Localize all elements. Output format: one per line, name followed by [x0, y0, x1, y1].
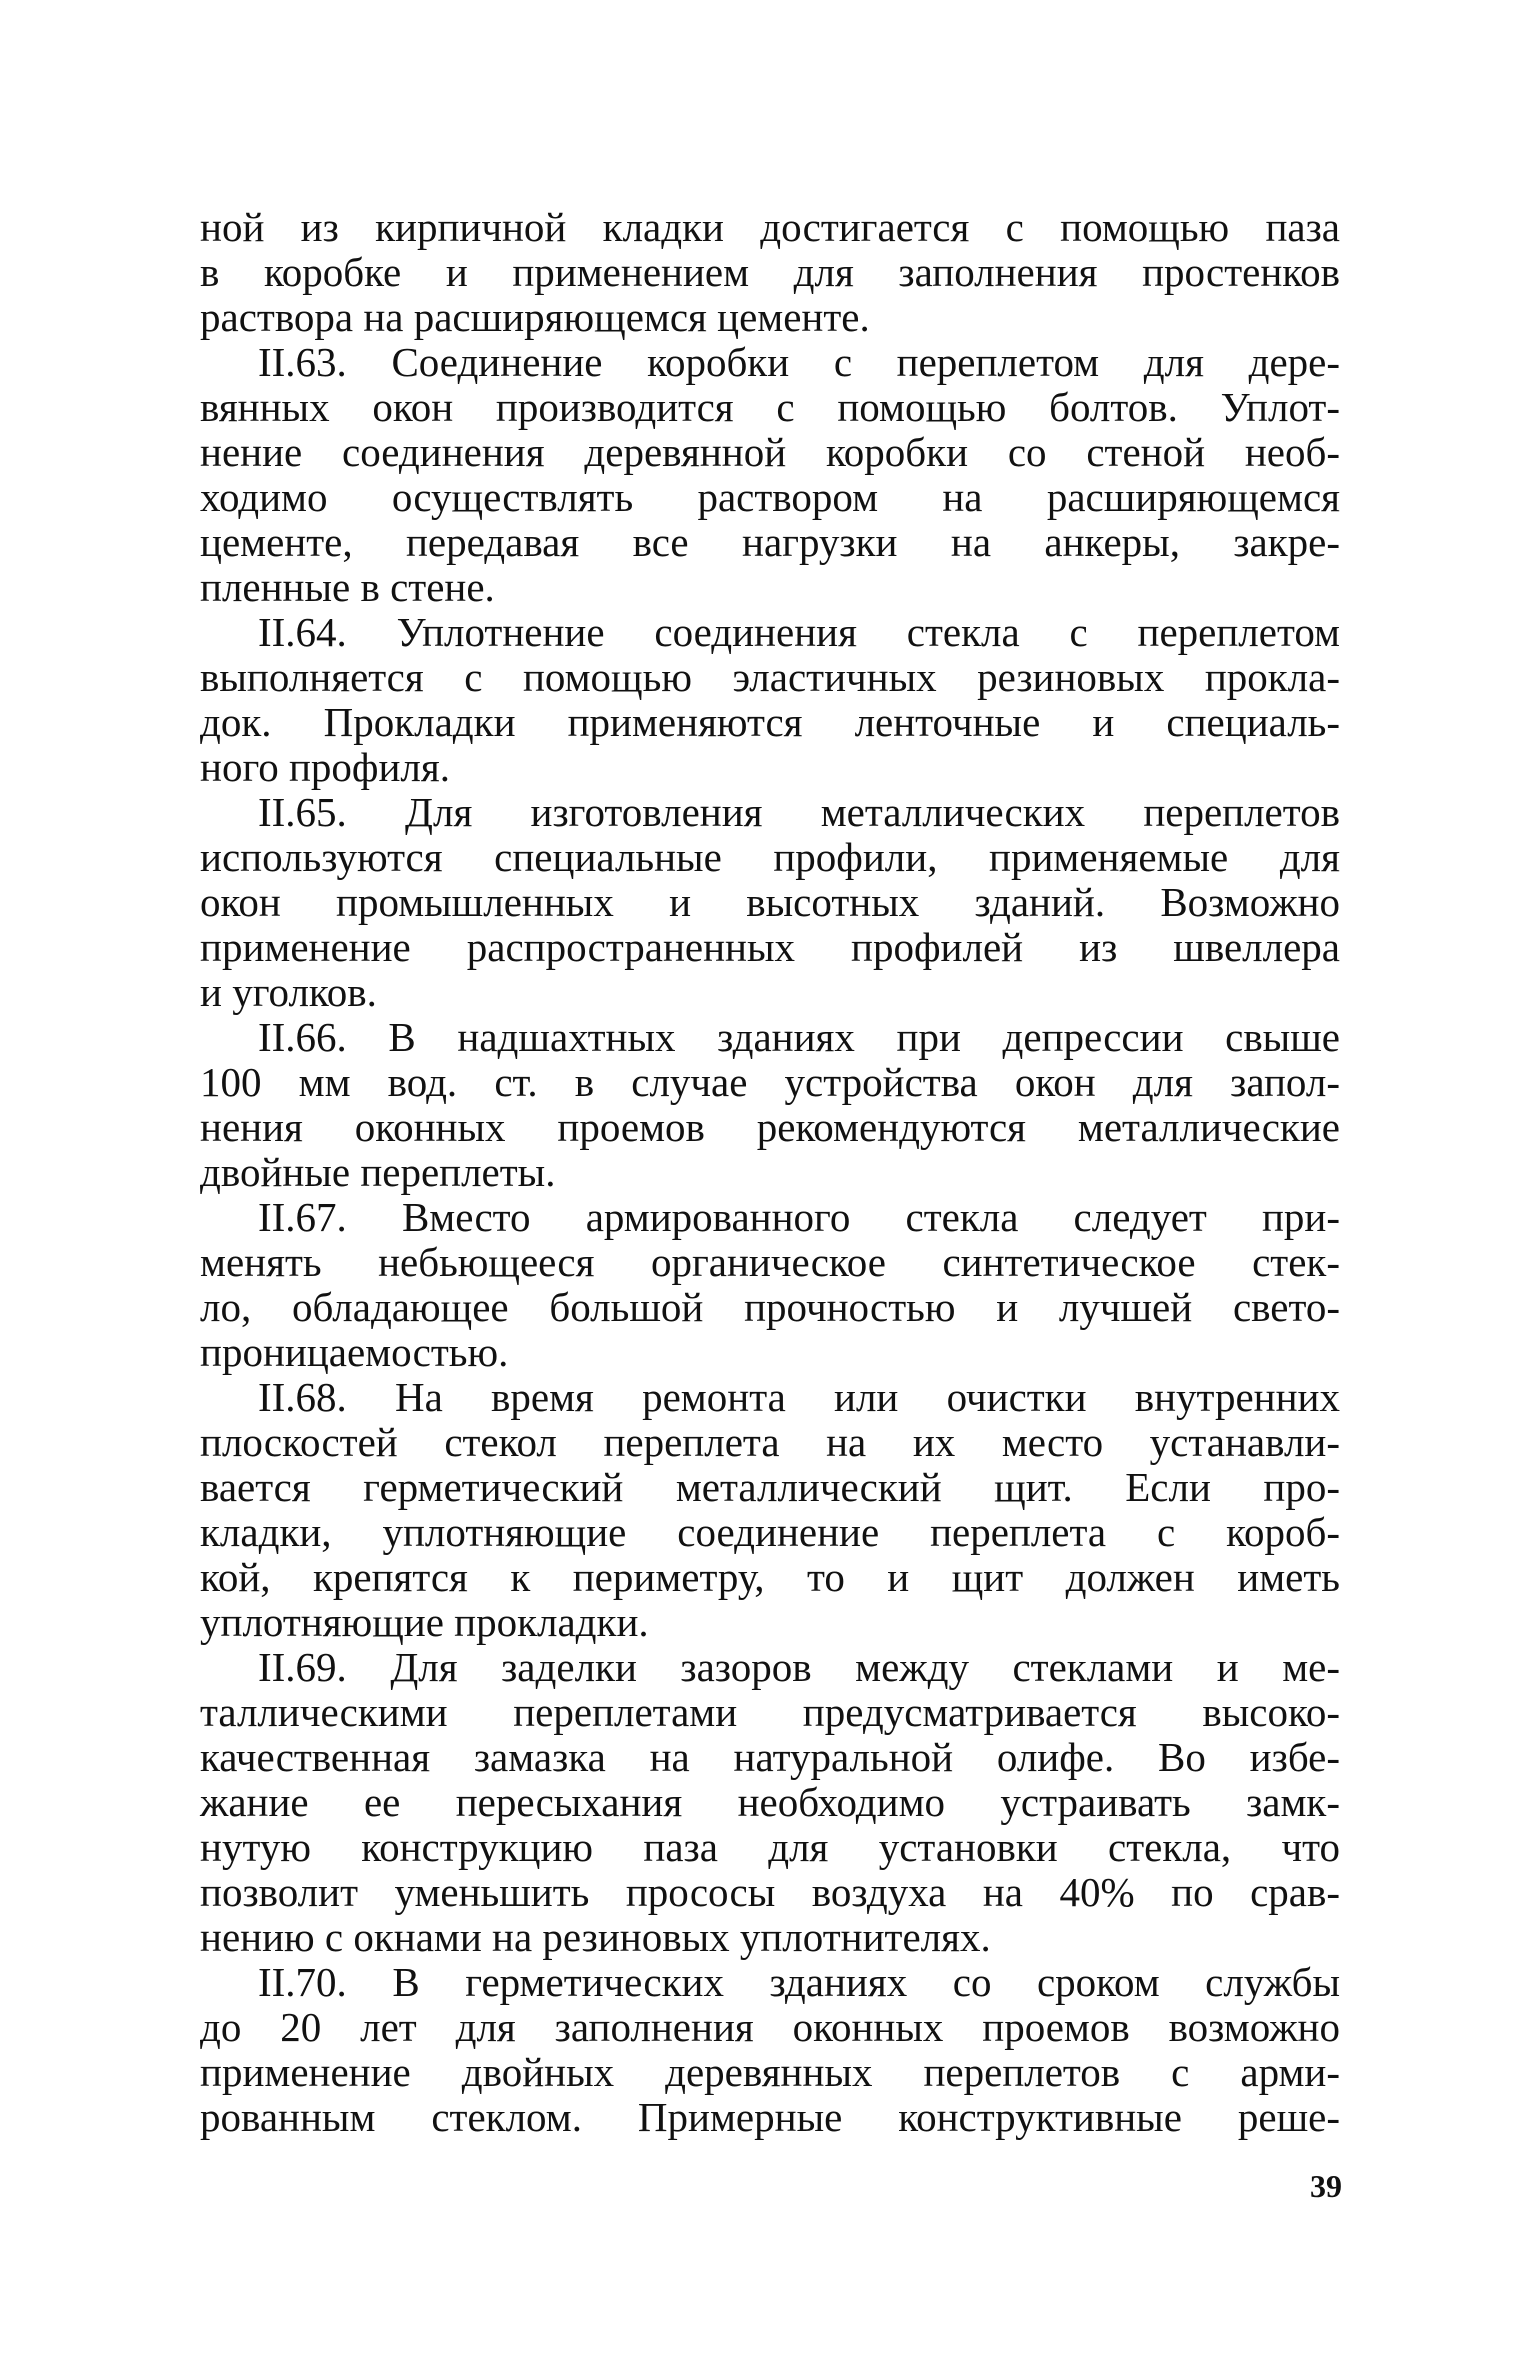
text-line: нение соединения деревянной коробки со стеной необ-: [200, 429, 1340, 475]
page-number: 39: [1310, 2168, 1342, 2204]
text-line: кой, крепятся к периметру, то и щит должен иметь: [200, 1554, 1340, 1600]
text-line: II.66. В надшахтных зданиях при депрессии свыше: [258, 1014, 1340, 1060]
text-line: раствора на расширяющемся цементе.: [200, 294, 870, 340]
text-line: II.70. В герметических зданиях со сроком службы: [258, 1959, 1340, 2005]
text-line: 100 мм вод. ст. в случае устройства окон для запол-: [200, 1059, 1340, 1105]
text-line: и уголков.: [200, 969, 377, 1015]
text-line: рованным стеклом. Примерные конструктивные реше-: [200, 2094, 1340, 2140]
text-line: проницаемостью.: [200, 1329, 509, 1375]
text-line: менять небьющееся органическое синтетическое стек-: [200, 1239, 1340, 1285]
text-line: в коробке и применением для заполнения простенков: [200, 249, 1340, 295]
text-line: таллическими переплетами предусматривается высоко-: [200, 1689, 1340, 1735]
text-line: ло, обладающее большой прочностью и лучшей свето-: [200, 1284, 1340, 1330]
paragraph-ii-63: [200, 340, 1340, 610]
text-line: ной из кирпичной кладки достигается с помощью паза: [200, 204, 1340, 250]
text-line: позволит уменьшить прососы воздуха на 40% по срав-: [200, 1869, 1340, 1915]
text-line: используются специальные профили, применяемые для: [200, 834, 1340, 880]
paragraph-ii-64: [200, 610, 1340, 790]
text-line: док. Прокладки применяются ленточные и специаль-: [200, 699, 1340, 745]
text-line: жание ее пересыхания необходимо устраивать замк-: [200, 1779, 1340, 1825]
paragraph-ii-68: [200, 1375, 1340, 1645]
text-line: окон промышленных и высотных зданий. Возможно: [200, 879, 1340, 925]
text-line: вянных окон производится с помощью болтов. Уплот-: [200, 384, 1340, 430]
text-line: применение двойных деревянных переплетов с арми-: [200, 2049, 1340, 2095]
text-line: применение распространенных профилей из швеллера: [200, 924, 1340, 970]
text-line: II.69. Для заделки зазоров между стеклами и ме-: [258, 1644, 1340, 1690]
paragraph-ii-66: [200, 1015, 1340, 1195]
text-line: нения оконных проемов рекомендуются металлические: [200, 1104, 1340, 1150]
text-line: вается герметический металлический щит. Если про-: [200, 1464, 1340, 1510]
paragraph-ii-70: [200, 1960, 1340, 2140]
text-line: двойные переплеты.: [200, 1149, 556, 1195]
paragraph-ii-65: [200, 790, 1340, 1015]
text-line: II.67. Вместо армированного стекла следует при-: [258, 1194, 1340, 1240]
text-line: II.64. Уплотнение соединения стекла с переплетом: [258, 609, 1340, 655]
text-line: пленные в стене.: [200, 564, 495, 610]
paragraph-ii-67: [200, 1195, 1340, 1375]
text-line: II.68. На время ремонта или очистки внутренних: [258, 1374, 1340, 1420]
text-line: II.63. Соединение коробки с переплетом для дере-: [258, 339, 1340, 385]
text-block: [200, 205, 1340, 2140]
text-line: плоскостей стекол переплета на их место устанавли-: [200, 1419, 1340, 1465]
text-line: цементе, передавая все нагрузки на анкеры, закре-: [200, 519, 1340, 565]
text-line: выполняется с помощью эластичных резиновых прокла-: [200, 654, 1340, 700]
text-line: ного профиля.: [200, 744, 451, 790]
text-line: II.65. Для изготовления металлических переплетов: [258, 789, 1340, 835]
text-line: ходимо осуществлять раствором на расширяющемся: [200, 474, 1340, 520]
text-line: уплотняющие прокладки.: [200, 1599, 649, 1645]
text-line: нению с окнами на резиновых уплотнителях.: [200, 1914, 991, 1960]
text-line: качественная замазка на натуральной олифе. Во избе-: [200, 1734, 1340, 1780]
text-line: до 20 лет для заполнения оконных проемов возможно: [200, 2004, 1340, 2050]
text-line: нутую конструкцию паза для установки стекла, что: [200, 1824, 1340, 1870]
paragraph-ii-69: [200, 1645, 1340, 1960]
paragraph-continuation: [200, 205, 1340, 340]
text-line: кладки, уплотняющие соединение переплета с короб-: [200, 1509, 1340, 1555]
